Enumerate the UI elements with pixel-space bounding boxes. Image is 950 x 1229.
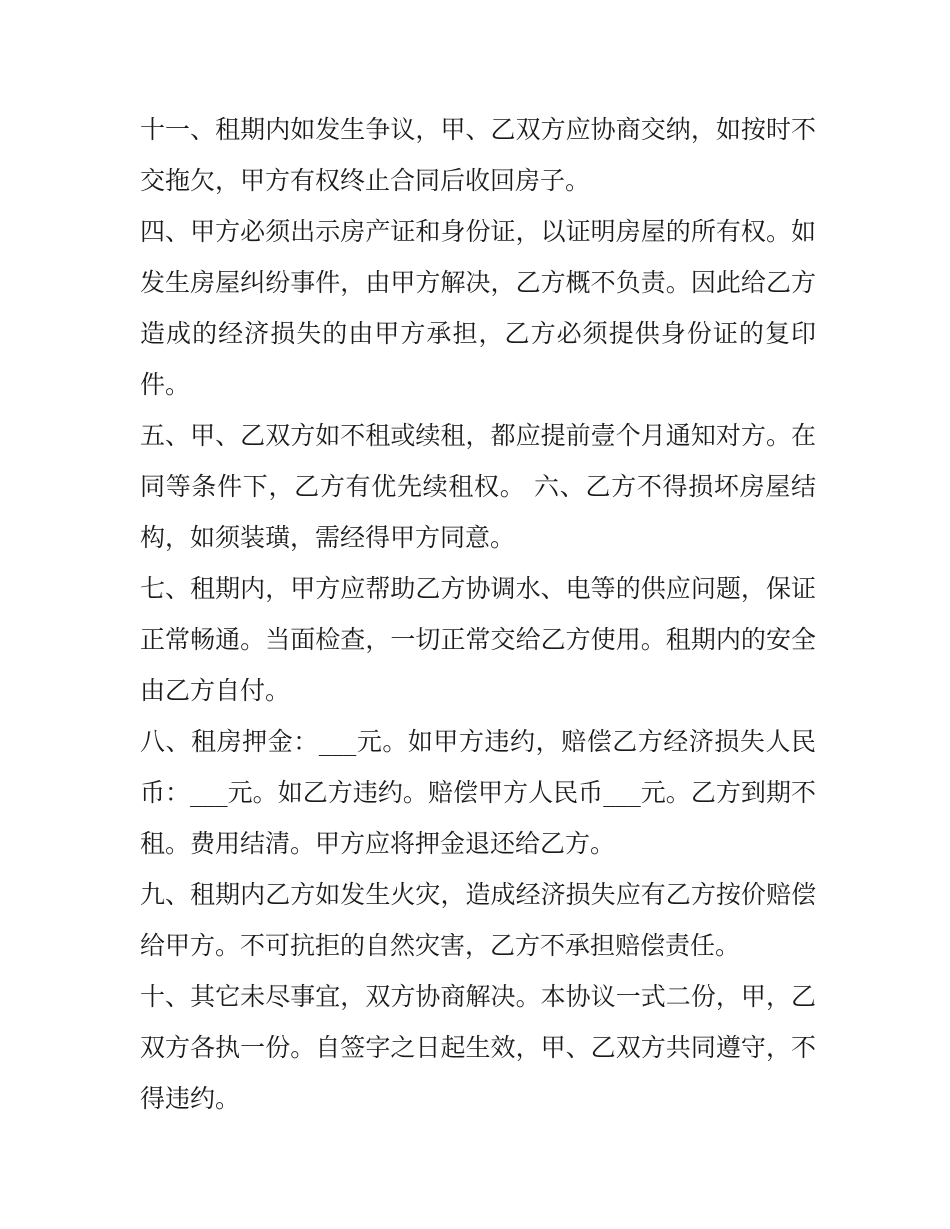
- clause-four-paragraph: 四、甲方必须出示房产证和身份证，以证明房屋的所有权。如发生房屋纠纷事件，由甲方解决，乙方概不负责。因此给乙方造成的经济损失的由甲方承担，乙方必须提供身份证的复印件。: [140, 217, 816, 399]
- clause-eight-paragraph: 八、租房押金：___元。如甲方违约，赔偿乙方经济损失人民币：___元。如乙方违约。赔偿甲方人民币___元。乙方到期不租。费用结清。甲方应将押金退还给乙方。: [140, 727, 816, 858]
- clause-eleven-paragraph: 十一、租期内如发生争议，甲、乙双方应协商交纳，如按时不交拖欠，甲方有权终止合同后收回房子。: [140, 115, 816, 195]
- clause-ten-paragraph: 十、其它未尽事宜，双方协商解决。本协议一式二份，甲，乙双方各执一份。自签字之日起生效，甲、乙双方共同遵守，不得违约。: [140, 982, 816, 1113]
- clause-five-six-paragraph: 五、甲、乙双方如不租或续租，都应提前壹个月通知对方。在同等条件下，乙方有优先续租权。 六、乙方不得损坏房屋结构，如须装璜，需经得甲方同意。: [140, 421, 816, 552]
- clause-nine-paragraph: 九、租期内乙方如发生火灾，造成经济损失应有乙方按价赔偿给甲方。不可抗拒的自然灾害，乙方不承担赔偿责任。: [140, 880, 816, 960]
- document-body: [140, 104, 816, 1124]
- clause-seven-paragraph: 七、租期内，甲方应帮助乙方协调水、电等的供应问题，保证正常畅通。当面检查，一切正常交给乙方使用。租期内的安全由乙方自付。: [140, 574, 816, 705]
